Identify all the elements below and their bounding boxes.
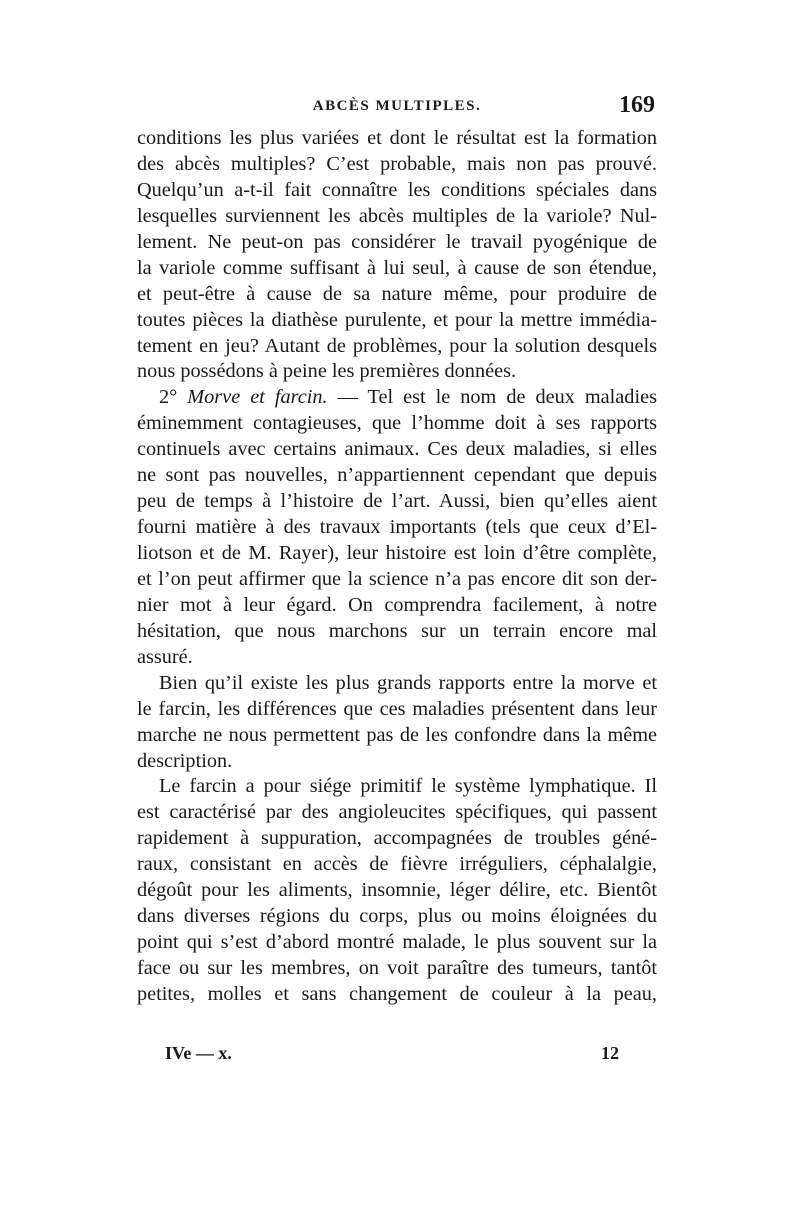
page-footer: [137, 1043, 657, 1069]
text-line: petites, molles et sans changement de couleur à la peau,: [137, 982, 657, 1005]
section-title: Morve et farcin.: [187, 386, 328, 409]
section-number: 2°: [159, 386, 178, 409]
text-line: dégoût pour les aliments, insomnie, léger délire, etc. Bientôt: [137, 879, 657, 902]
text-line: la variole comme suffisant à lui seul, à cause de son étendue,: [137, 256, 657, 279]
page-number: 169: [619, 92, 655, 118]
text-line: hésitation, que nous marchons sur un terrain encore mal: [137, 619, 657, 642]
text-line: éminemment contagieuses, que l’homme doit à ses rapports: [137, 412, 657, 435]
text-line: fourni matière à des travaux importants (tels que ceux d’El-: [137, 516, 657, 539]
section-heading-rest: — Tel est le nom de deux maladies: [337, 386, 657, 409]
text-line: description.: [137, 749, 233, 772]
text-line: nier mot à leur égard. On comprendra facilement, à notre: [137, 593, 657, 616]
text-line: et l’on peut affirmer que la science n’a pas encore dit son der-: [137, 567, 657, 590]
text-line: assuré.: [137, 645, 193, 668]
text-line: liotson et de M. Rayer), leur histoire est loin d’être complète,: [137, 542, 657, 564]
text-line: des abcès multiples? C’est probable, mais non pas prouvé.: [137, 152, 657, 175]
text-line: toutes pièces la diathèse purulente, et pour la mettre immédia-: [137, 308, 657, 331]
text-line: est caractérisé par des angioleucites spécifiques, qui passent: [137, 801, 657, 824]
text-line: continuels avec certains animaux. Ces deux maladies, si elles: [137, 438, 657, 461]
printer-signature: IVe — x.: [165, 1043, 232, 1063]
signature-number: 12: [601, 1043, 619, 1063]
text-line: face ou sur les membres, on voit paraître des tumeurs, tantôt: [137, 957, 657, 979]
section-heading-line: [137, 385, 657, 411]
text-line: et peut-être à cause de sa nature même, pour produire de: [137, 282, 657, 305]
text-line: peu de temps à l’histoire de l’art. Aussi, bien qu’elles aient: [137, 490, 657, 513]
page-header: [137, 92, 657, 124]
text-line: point qui s’est d’abord montré malade, le plus souvent sur la: [137, 931, 657, 954]
text-line: nous possédons à peine les premières données.: [137, 360, 517, 383]
text-line: lesquelles surviennent les abcès multiples de la variole? Nul-: [137, 204, 657, 227]
text-line: le farcin, les différences que ces maladies présentent dans leur: [137, 697, 657, 720]
text-line: lement. Ne peut-on pas considérer le travail pyogénique de: [137, 230, 657, 253]
text-line: rapidement à suppuration, accompagnées de troubles géné-: [137, 827, 657, 850]
text-line: conditions les plus variées et dont le résultat est la formation: [137, 127, 657, 149]
text-line: tement en jeu? Autant de problèmes, pour la solution desquels: [137, 334, 657, 357]
text-line: Le farcin a pour siége primitif le système lymphatique. Il: [159, 775, 657, 798]
text-line: ne sont pas nouvelles, n’appartiennent cependant que depuis: [137, 464, 657, 487]
text-line: Bien qu’il existe les plus grands rapports entre la morve et: [159, 671, 657, 694]
running-title: ABCÈS MULTIPLES.: [312, 98, 482, 114]
text-line: raux, consistant en accès de fièvre irréguliers, céphalalgie,: [137, 853, 657, 876]
text-line: Quelqu’un a-t-il fait connaître les conditions spéciales dans: [137, 178, 657, 201]
body-text: [137, 126, 657, 1008]
text-line: marche ne nous permettent pas de les confondre dans la même: [137, 723, 657, 746]
text-line: dans diverses régions du corps, plus ou moins éloignées du: [137, 905, 657, 928]
